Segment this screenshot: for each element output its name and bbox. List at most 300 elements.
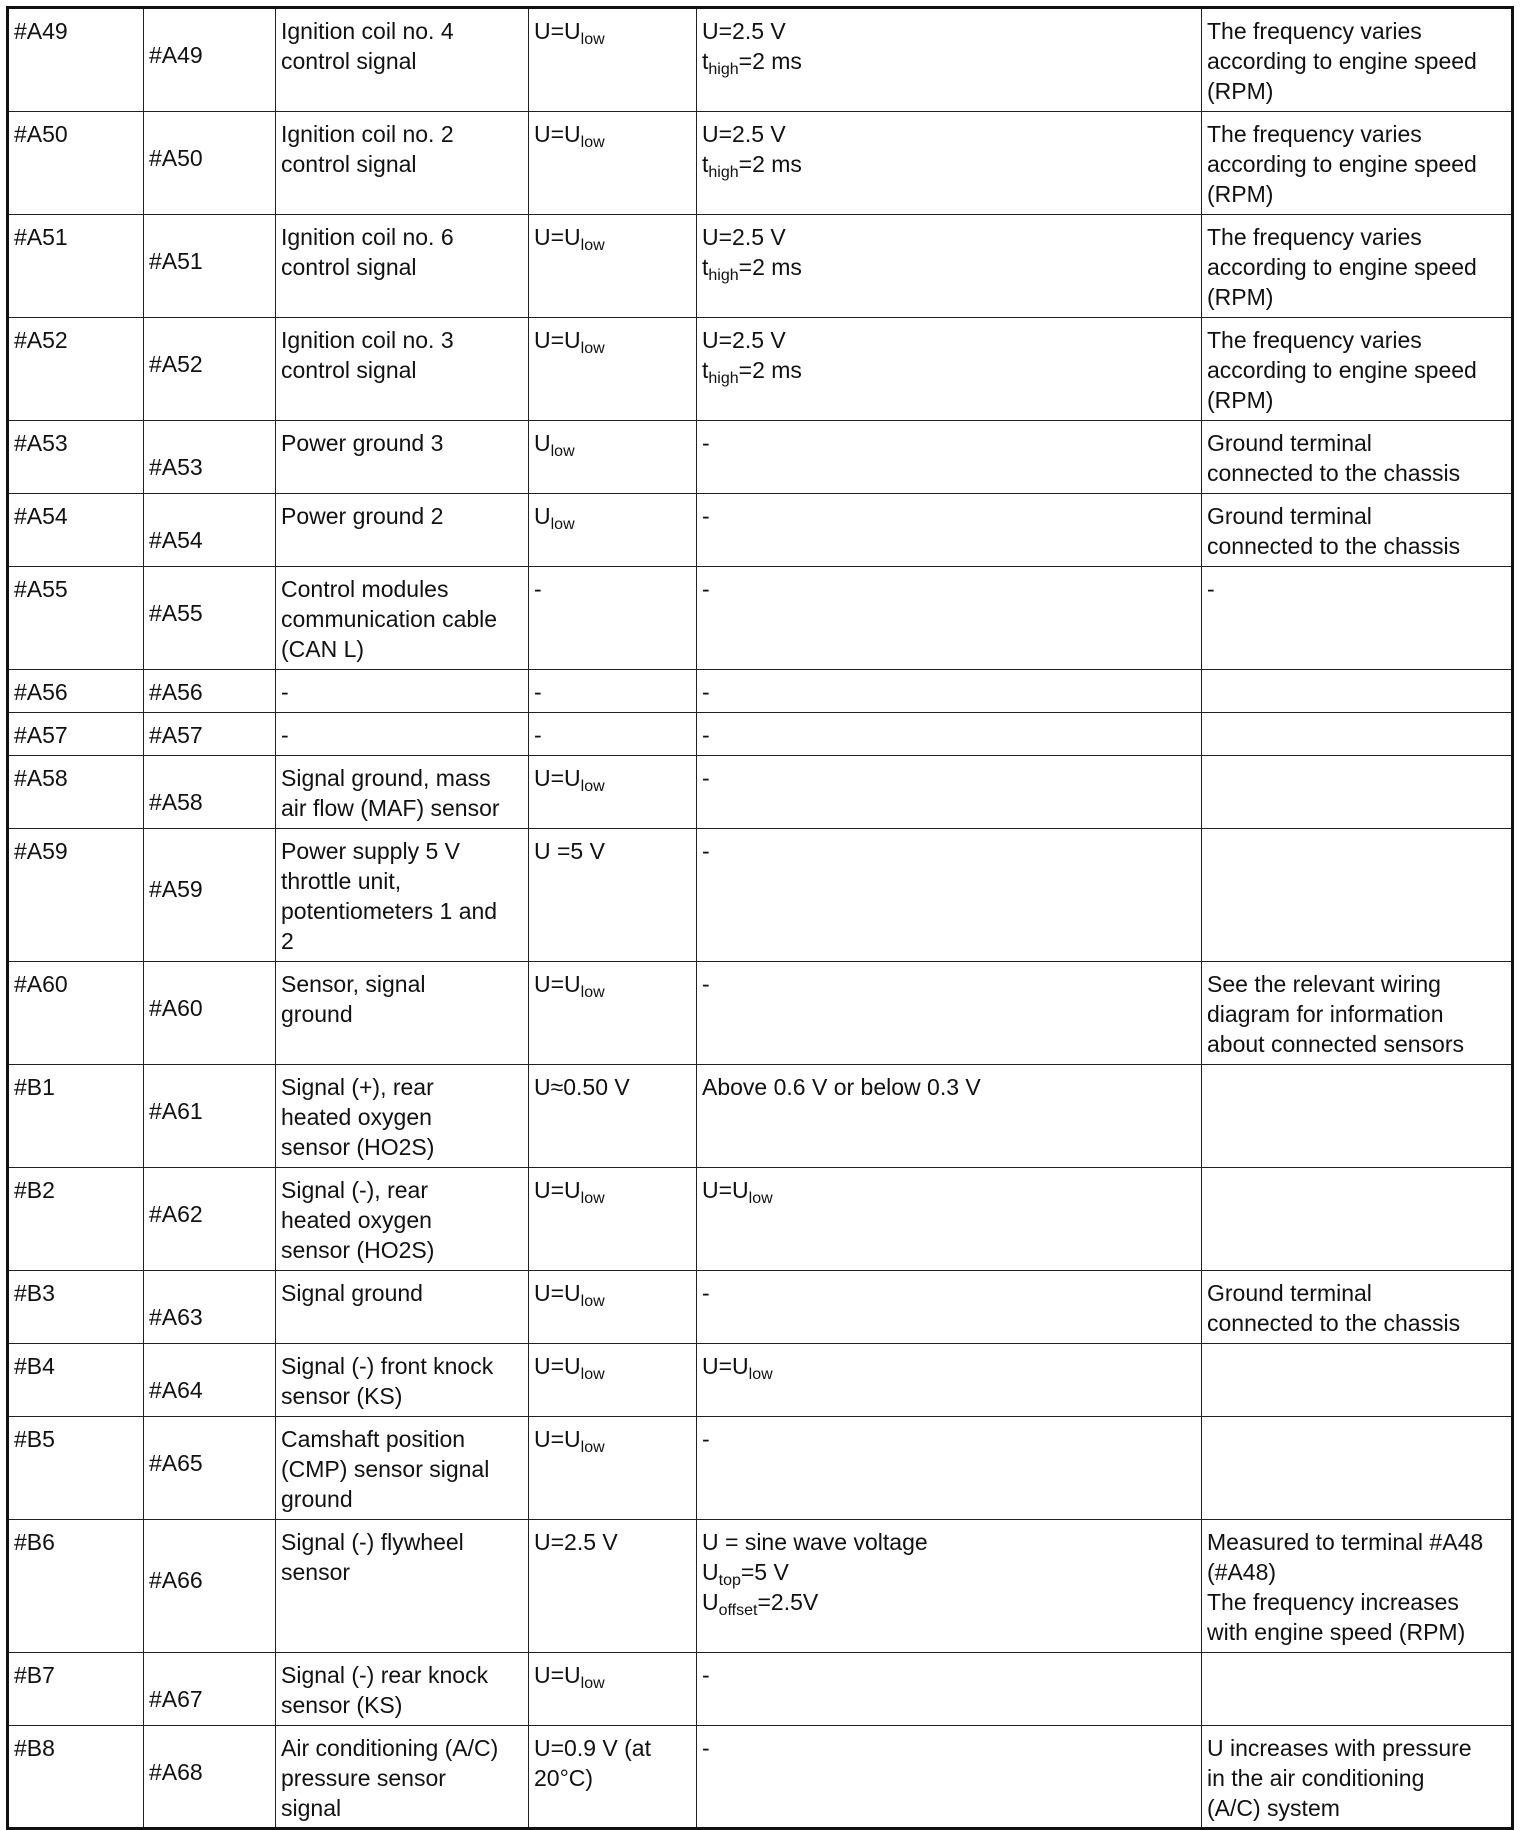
condition-text: U=U [534, 971, 581, 997]
value-line [702, 355, 1197, 385]
alt-pin-cell [144, 1168, 276, 1271]
value-text: t [702, 48, 709, 74]
value-text: Above 0.6 V or below 0.3 V [702, 1074, 981, 1100]
note-line: (RPM) [1207, 284, 1274, 310]
alt-pin-number: #A50 [149, 145, 203, 171]
value-cell [697, 756, 1202, 829]
alt-pin-number: #A52 [149, 351, 203, 377]
value-subscript: high [708, 370, 739, 387]
value-text: t [702, 357, 709, 383]
condition-line [534, 1424, 692, 1454]
description-line: sensor (HO2S) [281, 1134, 435, 1160]
value-line [702, 149, 1197, 179]
description-line: air flow (MAF) sensor [281, 795, 500, 821]
note-line: connected to the chassis [1207, 460, 1461, 486]
description-line: sensor (KS) [281, 1383, 403, 1409]
condition-line [534, 969, 692, 999]
table-row [8, 567, 1513, 670]
note-cell [1202, 1653, 1513, 1726]
description-line: Power supply 5 V [281, 838, 460, 864]
pin-number: #A57 [14, 722, 68, 748]
note-line: Ground terminal [1207, 1280, 1372, 1306]
alt-pin-number: #A56 [149, 679, 203, 705]
condition-line [534, 325, 692, 355]
value-line [702, 46, 1197, 76]
condition-cell [529, 1271, 697, 1344]
description-line: Ignition coil no. 3 [281, 327, 454, 353]
note-cell [1202, 494, 1513, 567]
condition-line [534, 222, 692, 252]
value-line [702, 428, 1197, 458]
alt-pin-number: #A62 [149, 1201, 203, 1227]
pin-table-container [6, 6, 1514, 1830]
pin-cell [8, 1520, 144, 1653]
condition-text: U=U [534, 121, 581, 147]
condition-subscript: low [580, 778, 605, 795]
value-text: =2 ms [738, 48, 802, 74]
value-line [702, 1557, 1197, 1587]
description-cell [276, 713, 529, 756]
pin-table-body [8, 8, 1513, 1829]
table-row [8, 713, 1513, 756]
pin-cell [8, 1344, 144, 1417]
condition-line [534, 1278, 692, 1308]
description-cell [276, 1653, 529, 1726]
note-line: according to engine speed [1207, 151, 1477, 177]
condition-cell [529, 8, 697, 112]
condition-line [534, 763, 692, 793]
value-text: - [702, 971, 710, 997]
pin-table [6, 6, 1514, 1830]
description-line: potentiometers 1 and [281, 898, 498, 924]
condition-cell [529, 713, 697, 756]
value-cell [697, 215, 1202, 318]
pin-number: #B3 [14, 1280, 55, 1306]
note-line: U increases with pressure [1207, 1735, 1472, 1761]
alt-pin-cell [144, 1520, 276, 1653]
note-cell [1202, 1168, 1513, 1271]
condition-text: U=U [534, 18, 581, 44]
value-text: - [702, 722, 710, 748]
description-line: Control modules [281, 576, 449, 602]
condition-line [534, 119, 692, 149]
alt-pin-number: #A57 [149, 722, 203, 748]
note-line: (RPM) [1207, 181, 1274, 207]
condition-cell [529, 1726, 697, 1829]
description-line: heated oxygen [281, 1207, 432, 1233]
pin-cell [8, 713, 144, 756]
note-line: diagram for information [1207, 1001, 1444, 1027]
value-line [702, 501, 1197, 531]
description-cell [276, 756, 529, 829]
alt-pin-number: #A67 [149, 1686, 203, 1712]
table-row [8, 421, 1513, 494]
note-line: - [1207, 576, 1215, 602]
condition-cell [529, 1520, 697, 1653]
description-cell [276, 1168, 529, 1271]
condition-cell [529, 215, 697, 318]
description-line: Sensor, signal [281, 971, 426, 997]
value-text: U = sine wave voltage [702, 1529, 928, 1555]
condition-subscript: low [550, 443, 575, 460]
description-line: - [281, 722, 289, 748]
value-cell [697, 829, 1202, 962]
description-line: Power ground 3 [281, 430, 444, 456]
description-line: sensor (HO2S) [281, 1237, 435, 1263]
condition-text: U=U [534, 1280, 581, 1306]
condition-line [534, 1660, 692, 1690]
note-cell [1202, 112, 1513, 215]
note-line: (A/C) system [1207, 1795, 1340, 1821]
condition-text: U=0.9 V (at [534, 1735, 651, 1761]
note-cell [1202, 8, 1513, 112]
table-row [8, 1168, 1513, 1271]
value-text: - [702, 1735, 710, 1761]
value-text: - [702, 1662, 710, 1688]
value-cell [697, 1271, 1202, 1344]
value-line [702, 1175, 1197, 1205]
condition-cell [529, 756, 697, 829]
pin-number: #B6 [14, 1529, 55, 1555]
pin-number: #A51 [14, 224, 68, 250]
value-cell [697, 713, 1202, 756]
pin-cell [8, 1653, 144, 1726]
condition-text: U=2.5 V [534, 1529, 618, 1555]
value-text: - [702, 679, 710, 705]
description-line: Ignition coil no. 2 [281, 121, 454, 147]
alt-pin-number: #A60 [149, 995, 203, 1021]
note-cell [1202, 1271, 1513, 1344]
note-cell [1202, 756, 1513, 829]
alt-pin-cell [144, 670, 276, 713]
value-line [702, 720, 1197, 750]
note-cell [1202, 1726, 1513, 1829]
condition-cell [529, 567, 697, 670]
value-line [702, 1733, 1197, 1763]
alt-pin-cell [144, 1726, 276, 1829]
table-row [8, 756, 1513, 829]
condition-text: U=U [534, 327, 581, 353]
description-line: Ignition coil no. 4 [281, 18, 454, 44]
description-cell [276, 1065, 529, 1168]
table-row [8, 1417, 1513, 1520]
value-text: =2.5V [757, 1589, 819, 1615]
description-line: Ignition coil no. 6 [281, 224, 454, 250]
condition-text: - [534, 679, 542, 705]
value-line [702, 1660, 1197, 1690]
description-line: control signal [281, 48, 417, 74]
value-text: =2 ms [738, 151, 802, 177]
note-cell [1202, 829, 1513, 962]
table-row [8, 1726, 1513, 1829]
value-text: - [702, 838, 710, 864]
note-line: The frequency varies [1207, 18, 1422, 44]
table-row [8, 1653, 1513, 1726]
condition-text: U=U [534, 1662, 581, 1688]
value-subscript: high [708, 267, 739, 284]
value-text: U=U [702, 1353, 749, 1379]
description-line: - [281, 679, 289, 705]
pin-number: #B2 [14, 1177, 55, 1203]
value-subscript: low [748, 1366, 773, 1383]
pin-cell [8, 756, 144, 829]
value-cell [697, 318, 1202, 421]
description-cell [276, 1271, 529, 1344]
condition-cell [529, 670, 697, 713]
pin-cell [8, 670, 144, 713]
condition-line [534, 574, 692, 604]
description-line: control signal [281, 254, 417, 280]
condition-text: U=U [534, 224, 581, 250]
pin-number: #B5 [14, 1426, 55, 1452]
description-cell [276, 1726, 529, 1829]
pin-cell [8, 421, 144, 494]
note-line: with engine speed (RPM) [1207, 1619, 1466, 1645]
note-line: Measured to terminal #A48 [1207, 1529, 1484, 1555]
value-line [702, 325, 1197, 355]
description-line: 2 [281, 928, 294, 954]
note-cell [1202, 567, 1513, 670]
value-text: U [702, 1559, 719, 1585]
alt-pin-number: #A65 [149, 1450, 203, 1476]
alt-pin-cell [144, 1271, 276, 1344]
condition-line [534, 1733, 692, 1763]
condition-line [534, 677, 692, 707]
value-text: t [702, 254, 709, 280]
value-cell [697, 1344, 1202, 1417]
description-line: ground [281, 1001, 353, 1027]
description-line: Signal ground [281, 1280, 423, 1306]
description-line: Signal ground, mass [281, 765, 491, 791]
condition-subscript: low [580, 340, 605, 357]
description-cell [276, 318, 529, 421]
alt-pin-cell [144, 1653, 276, 1726]
condition-text: 20°C) [534, 1765, 594, 1791]
pin-cell [8, 1271, 144, 1344]
description-line: Air conditioning (A/C) [281, 1735, 499, 1761]
pin-number: #A50 [14, 121, 68, 147]
pin-cell [8, 8, 144, 112]
value-cell [697, 962, 1202, 1065]
note-cell [1202, 962, 1513, 1065]
condition-text: - [534, 722, 542, 748]
note-line: connected to the chassis [1207, 533, 1461, 559]
condition-line [534, 1527, 692, 1557]
description-cell [276, 215, 529, 318]
condition-subscript: low [580, 134, 605, 151]
value-subscript: high [708, 164, 739, 181]
value-text: U=2.5 V [702, 327, 786, 353]
condition-text: U=U [534, 1177, 581, 1203]
value-subscript: low [748, 1190, 773, 1207]
condition-text: U=U [534, 1426, 581, 1452]
value-cell [697, 1417, 1202, 1520]
note-cell [1202, 1520, 1513, 1653]
value-text: U=2.5 V [702, 18, 786, 44]
table-row [8, 1520, 1513, 1653]
value-line [702, 969, 1197, 999]
alt-pin-cell [144, 112, 276, 215]
value-text: U=U [702, 1177, 749, 1203]
alt-pin-number: #A49 [149, 42, 203, 68]
description-line: signal [281, 1795, 342, 1821]
table-row [8, 1065, 1513, 1168]
condition-subscript: low [550, 516, 575, 533]
alt-pin-number: #A63 [149, 1304, 203, 1330]
alt-pin-cell [144, 215, 276, 318]
description-line: Camshaft position [281, 1426, 466, 1452]
note-line: according to engine speed [1207, 357, 1477, 383]
pin-cell [8, 567, 144, 670]
description-cell [276, 962, 529, 1065]
alt-pin-number: #A53 [149, 454, 203, 480]
alt-pin-cell [144, 756, 276, 829]
table-row [8, 215, 1513, 318]
alt-pin-number: #A59 [149, 876, 203, 902]
table-row [8, 112, 1513, 215]
value-text: - [702, 430, 710, 456]
value-line [702, 119, 1197, 149]
condition-cell [529, 962, 697, 1065]
table-row [8, 962, 1513, 1065]
condition-text: U≈0.50 V [534, 1074, 630, 1100]
description-line: ground [281, 1486, 353, 1512]
note-line: Ground terminal [1207, 503, 1372, 529]
value-line [702, 763, 1197, 793]
alt-pin-cell [144, 829, 276, 962]
pin-cell [8, 1417, 144, 1520]
description-cell [276, 8, 529, 112]
description-line: (CMP) sensor signal [281, 1456, 490, 1482]
condition-line [534, 1351, 692, 1381]
value-text: U=2.5 V [702, 121, 786, 147]
condition-text: U=U [534, 1353, 581, 1379]
pin-cell [8, 829, 144, 962]
value-line [702, 1072, 1197, 1102]
description-line: control signal [281, 151, 417, 177]
value-line [702, 16, 1197, 46]
pin-number: #B7 [14, 1662, 55, 1688]
alt-pin-cell [144, 421, 276, 494]
note-cell [1202, 318, 1513, 421]
alt-pin-cell [144, 713, 276, 756]
table-row [8, 494, 1513, 567]
condition-text: U=U [534, 765, 581, 791]
condition-cell [529, 1344, 697, 1417]
description-cell [276, 112, 529, 215]
alt-pin-number: #A64 [149, 1377, 203, 1403]
note-cell [1202, 421, 1513, 494]
table-row [8, 1271, 1513, 1344]
condition-line [534, 836, 692, 866]
value-cell [697, 1653, 1202, 1726]
value-text: =2 ms [738, 357, 802, 383]
condition-cell [529, 829, 697, 962]
pin-number: #A56 [14, 679, 68, 705]
description-line: communication cable [281, 606, 498, 632]
value-subscript: offset [718, 1602, 758, 1619]
note-cell [1202, 1065, 1513, 1168]
value-cell [697, 112, 1202, 215]
value-cell [697, 421, 1202, 494]
condition-subscript: low [580, 31, 605, 48]
condition-line [534, 720, 692, 750]
condition-subscript: low [580, 237, 605, 254]
alt-pin-cell [144, 962, 276, 1065]
description-cell [276, 494, 529, 567]
value-text: =2 ms [738, 254, 802, 280]
condition-text: - [534, 576, 542, 602]
value-line [702, 677, 1197, 707]
description-line: Signal (-) flywheel [281, 1529, 464, 1555]
alt-pin-cell [144, 318, 276, 421]
description-line: sensor (KS) [281, 1692, 403, 1718]
condition-cell [529, 112, 697, 215]
table-row [8, 318, 1513, 421]
value-cell [697, 567, 1202, 670]
note-cell [1202, 215, 1513, 318]
note-line: Ground terminal [1207, 430, 1372, 456]
description-cell [276, 670, 529, 713]
pin-cell [8, 112, 144, 215]
condition-cell [529, 1168, 697, 1271]
condition-subscript: low [580, 1439, 605, 1456]
value-line [702, 836, 1197, 866]
pin-number: #A55 [14, 576, 68, 602]
description-cell [276, 829, 529, 962]
note-line: The frequency varies [1207, 121, 1422, 147]
pin-number: #B8 [14, 1735, 55, 1761]
note-cell [1202, 713, 1513, 756]
note-cell [1202, 1417, 1513, 1520]
description-line: Signal (-) front knock [281, 1353, 494, 1379]
value-line [702, 1351, 1197, 1381]
condition-cell [529, 1417, 697, 1520]
value-line [702, 1278, 1197, 1308]
alt-pin-number: #A61 [149, 1098, 203, 1124]
value-text: t [702, 151, 709, 177]
note-line: The frequency increases [1207, 1589, 1459, 1615]
note-line: (RPM) [1207, 387, 1274, 413]
pin-number: #A53 [14, 430, 68, 456]
condition-line [534, 501, 692, 531]
pin-number: #A54 [14, 503, 68, 529]
description-cell [276, 1417, 529, 1520]
value-cell [697, 8, 1202, 112]
value-line [702, 1527, 1197, 1557]
pin-cell [8, 494, 144, 567]
pin-number: #A49 [14, 18, 68, 44]
condition-cell [529, 1653, 697, 1726]
condition-text: U [534, 430, 551, 456]
alt-pin-cell [144, 1417, 276, 1520]
pin-cell [8, 215, 144, 318]
condition-line [534, 1175, 692, 1205]
value-line [702, 222, 1197, 252]
condition-subscript: low [580, 1675, 605, 1692]
value-text: =5 V [740, 1559, 789, 1585]
value-text: - [702, 765, 710, 791]
description-line: (CAN L) [281, 636, 365, 662]
condition-cell [529, 421, 697, 494]
pin-cell [8, 962, 144, 1065]
note-line: (#A48) [1207, 1559, 1277, 1585]
condition-line [534, 428, 692, 458]
alt-pin-cell [144, 567, 276, 670]
alt-pin-cell [144, 1065, 276, 1168]
value-line [702, 1424, 1197, 1454]
description-line: Signal (-), rear [281, 1177, 428, 1203]
